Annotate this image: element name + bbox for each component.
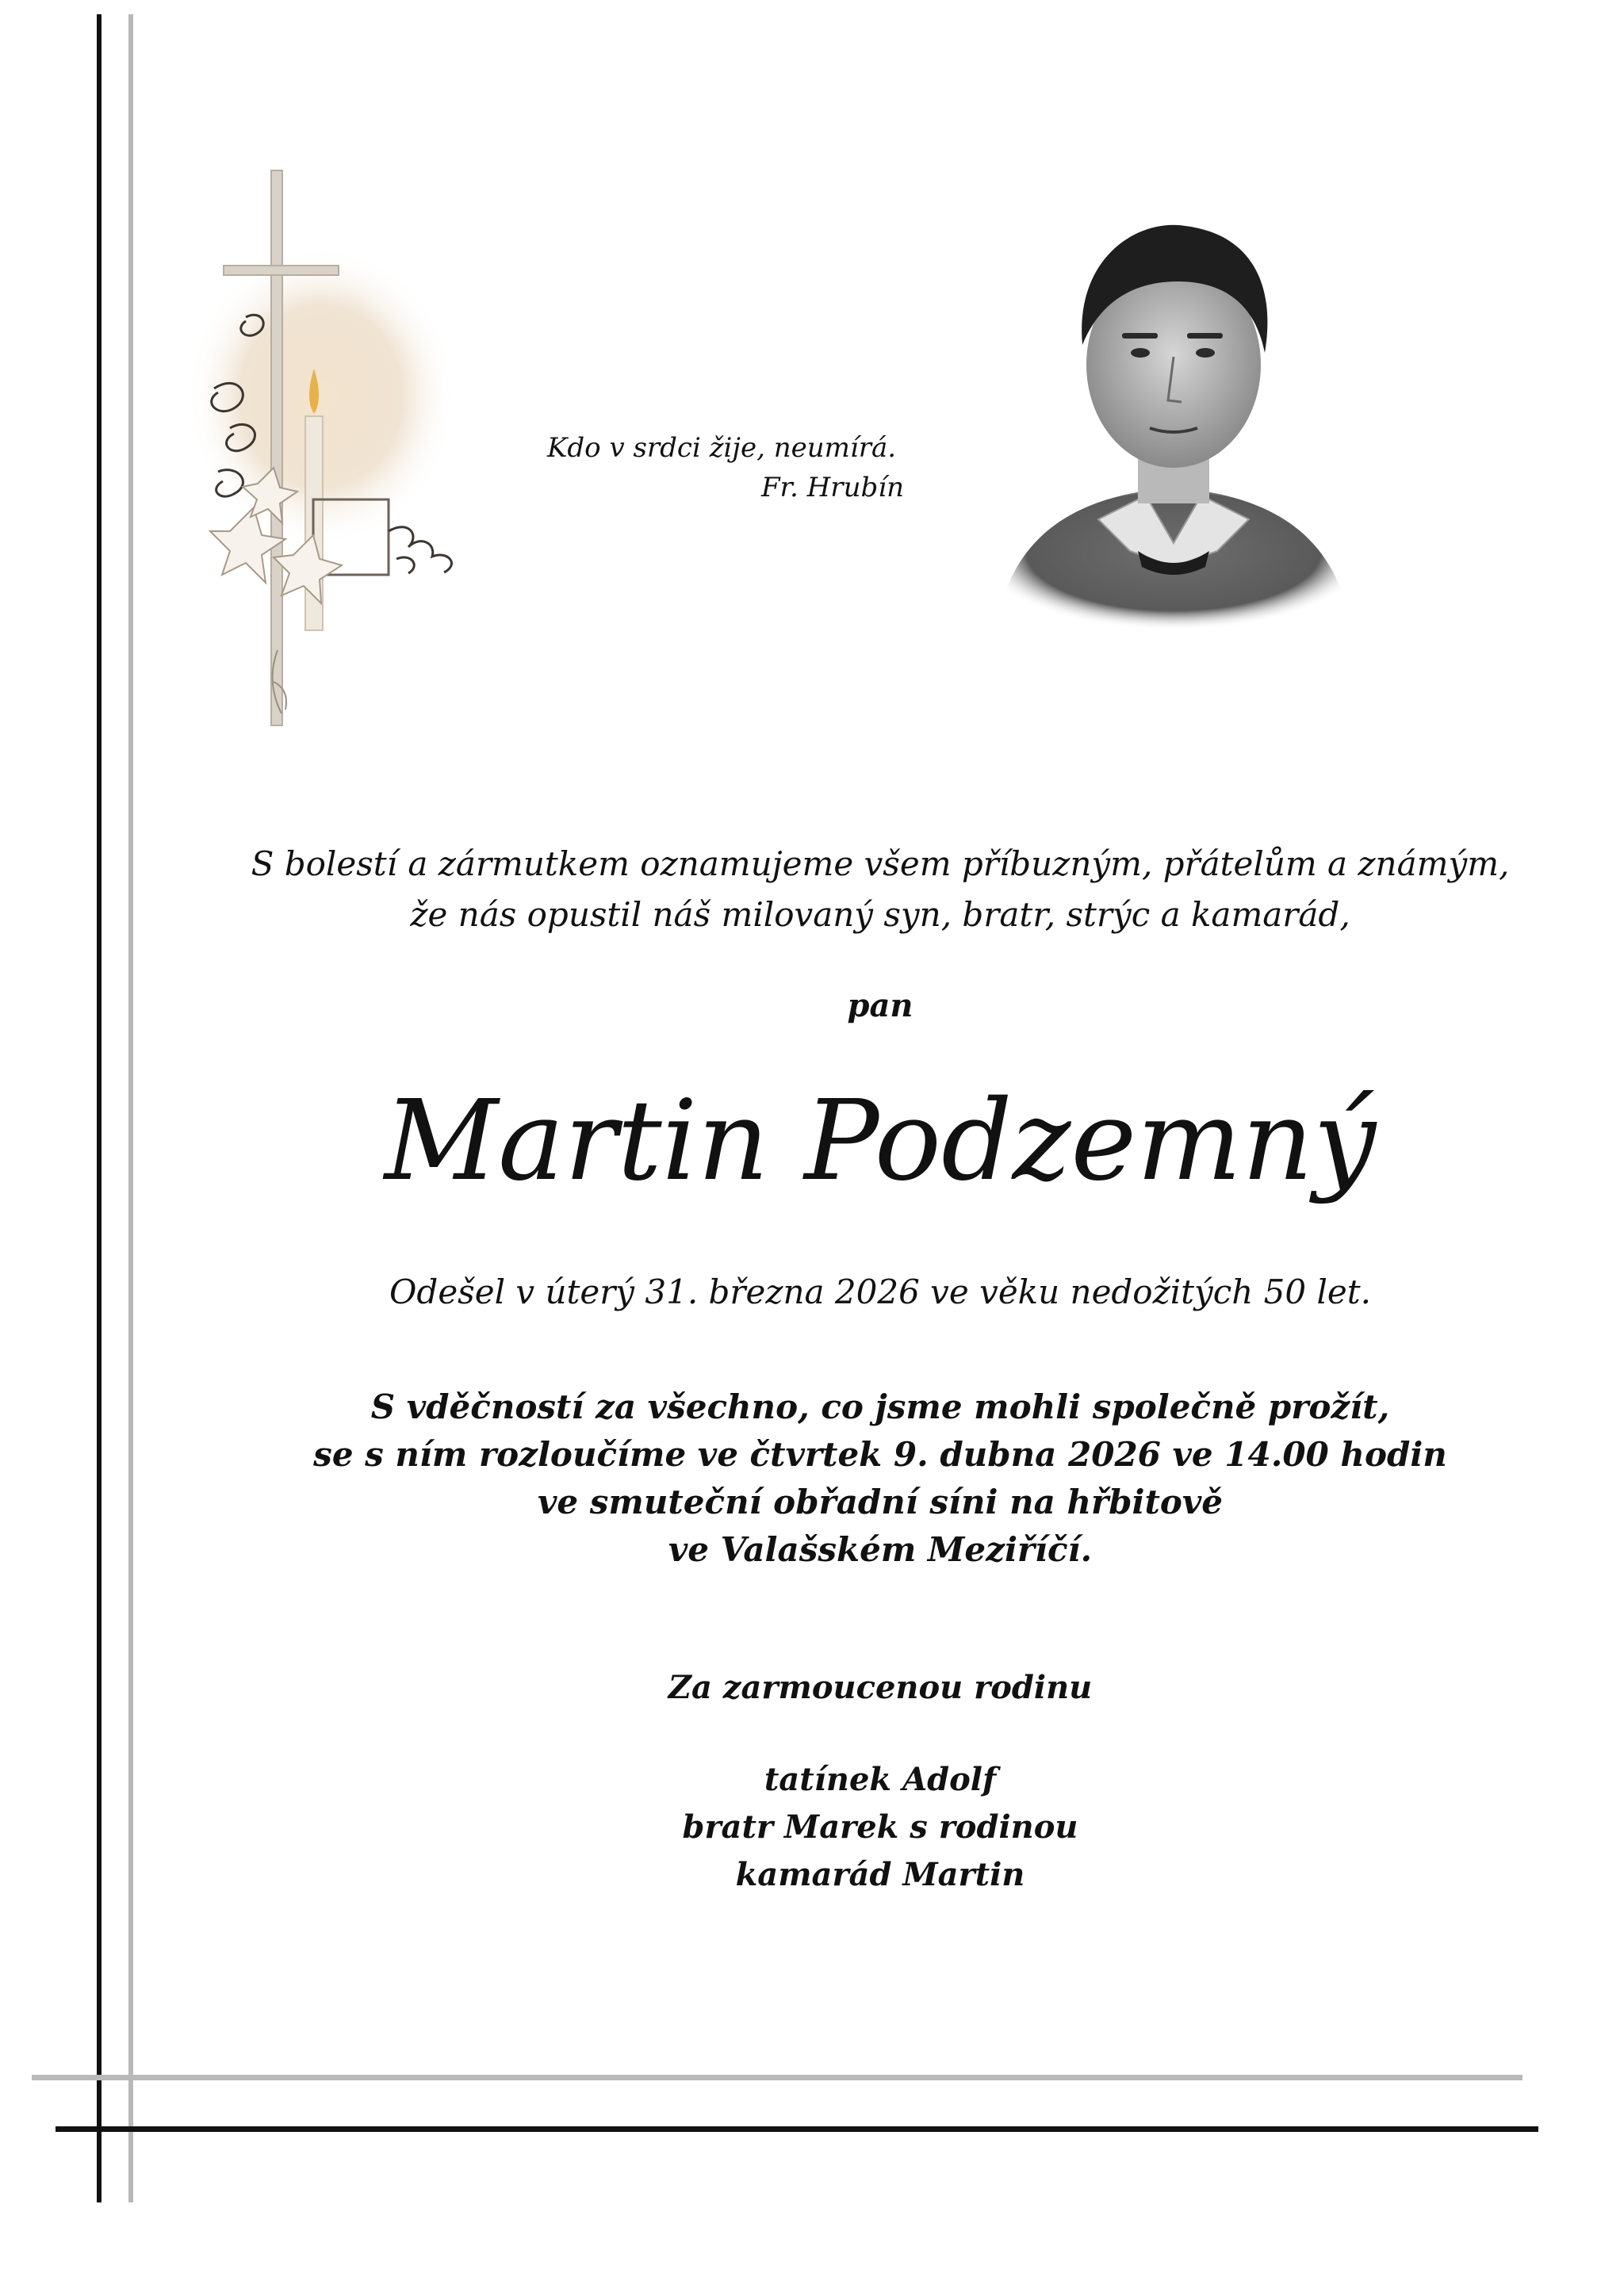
cross-candle-ornament [182,159,500,825]
bottom-grey-rule [32,2075,1522,2080]
honorific: pan [847,987,914,1024]
farewell-line: ve Valašském Meziříčí. [668,1530,1093,1569]
family-member: tatínek Adolf [764,1761,997,1798]
left-black-rule [97,14,102,2202]
farewell-details [238,1383,1522,1574]
farewell-line: se s ním rozloučíme ve čtvrtek 9. dubna 2026 ve 14.00 hodin [313,1435,1447,1474]
family-member: kamarád Martin [735,1856,1025,1893]
memorial-quote [547,428,912,507]
family-member: bratr Marek s rodinou [682,1808,1078,1846]
bottom-black-rule [56,2126,1538,2132]
farewell-line: S vděčností za všechno, co jsme mohli společně prožít, [370,1387,1390,1426]
death-notice: Odešel v úterý 31. března 2026 ve věku nedožitých 50 let. [389,1272,1371,1311]
family-heading: Za zarmoucenou rodinu [668,1669,1093,1706]
family-members [238,1756,1522,1899]
deceased-name: Martin Podzemný [384,1077,1377,1206]
farewell-line: ve smuteční obřadní síni na hřbitově [538,1483,1223,1521]
intro-line: že nás opustil náš milovaný syn, bratr, strýc a kamarád, [410,895,1350,934]
portrait-photo [979,202,1368,646]
intro-line: S bolestí a zármutkem oznamujeme všem příbuzným, přátelům a známým, [251,844,1510,883]
quote-author: Fr. Hrubín [760,472,904,503]
quote-text: Kdo v srdci žije, neumírá. [547,432,897,464]
announcement-intro [238,839,1522,940]
left-grey-rule [128,14,133,2202]
